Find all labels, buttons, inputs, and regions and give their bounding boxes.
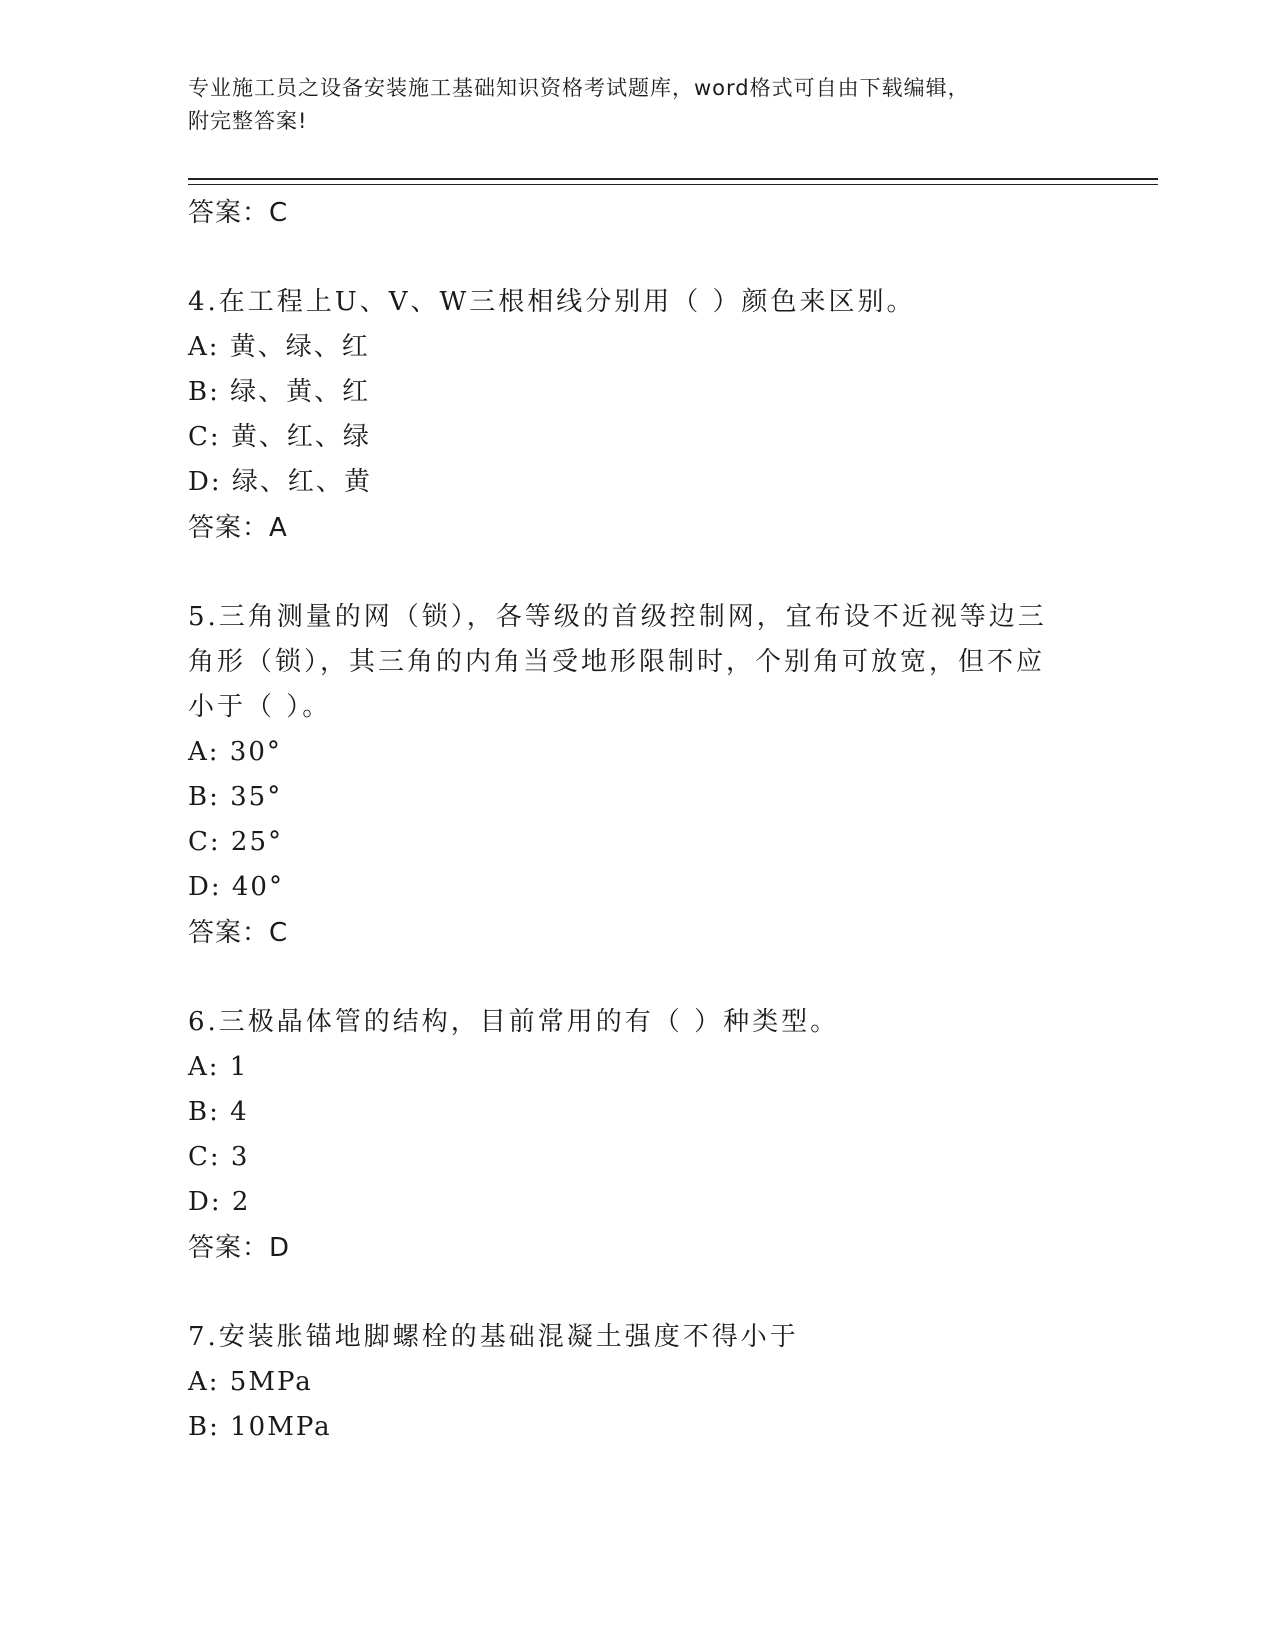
question-line: 6.三极晶体管的结构，目前常用的有（ ）种类型。 bbox=[188, 1007, 840, 1037]
question-block bbox=[188, 280, 1068, 551]
option-b: B: 10MPa bbox=[188, 1412, 332, 1442]
option-a: A: 黄、绿、红 bbox=[188, 332, 370, 362]
answer-line: 答案：A bbox=[188, 513, 288, 543]
option-c: C: 3 bbox=[188, 1142, 250, 1172]
document-header bbox=[188, 72, 1068, 138]
option-a: A: 5MPa bbox=[188, 1367, 313, 1397]
question-text bbox=[188, 1315, 1068, 1360]
document-content bbox=[188, 190, 1068, 1450]
option-a: A: 1 bbox=[188, 1052, 249, 1082]
answer-line: 答案：C bbox=[188, 198, 289, 228]
question-text bbox=[188, 1000, 1068, 1045]
question-line: 小于（ ）。 bbox=[188, 692, 332, 722]
option-b: B: 4 bbox=[188, 1097, 249, 1127]
option-b: B: 绿、黄、红 bbox=[188, 377, 371, 407]
option-c: C: 25° bbox=[188, 827, 284, 857]
question-block bbox=[188, 1315, 1068, 1450]
option-a: A: 30° bbox=[188, 737, 282, 767]
question-block bbox=[188, 595, 1068, 956]
answer-line: 答案：D bbox=[188, 1233, 291, 1263]
question-line: 7.安装胀锚地脚螺栓的基础混凝土强度不得小于 bbox=[188, 1322, 799, 1352]
question-line: 5.三角测量的网（锁），各等级的首级控制网，宜布设不近视等边三 bbox=[188, 602, 1047, 632]
answer-line: 答案：C bbox=[188, 918, 289, 948]
question-text bbox=[188, 280, 1068, 325]
header-divider bbox=[188, 178, 1158, 185]
question-line: 角形（锁），其三角的内角当受地形限制时，个别角可放宽，但不应 bbox=[188, 647, 1046, 677]
option-d: D: 40° bbox=[188, 872, 284, 902]
option-c: C: 黄、红、绿 bbox=[188, 422, 371, 452]
question-text bbox=[188, 595, 1068, 730]
option-b: B: 35° bbox=[188, 782, 283, 812]
option-d: D: 绿、红、黄 bbox=[188, 467, 372, 497]
header-line-2: 附完整答案! bbox=[188, 109, 308, 133]
header-line-1: 专业施工员之设备安装施工基础知识资格考试题库，word格式可自由下载编辑， bbox=[188, 76, 970, 100]
option-d: D: 2 bbox=[188, 1187, 251, 1217]
question-line: 4.在工程上U、V、W三根相线分别用（ ）颜色来区别。 bbox=[188, 287, 916, 317]
question-block bbox=[188, 1000, 1068, 1271]
